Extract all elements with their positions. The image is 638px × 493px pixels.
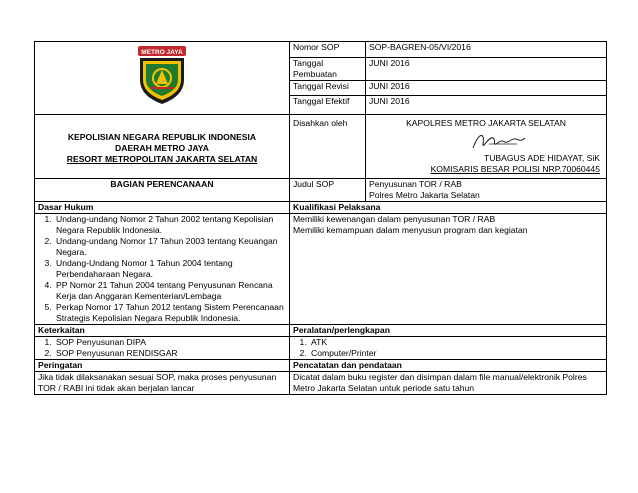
svg-text:METRO JAYA: METRO JAYA bbox=[141, 49, 183, 56]
keterkaitan-heading: Keterkaitan bbox=[35, 325, 290, 337]
unit-name: BAGIAN PERENCANAAN bbox=[35, 179, 290, 202]
meta-value-nomor: SOP-BAGREN-05/VI/2016 bbox=[366, 42, 607, 58]
signer-rank: KOMISARIS BESAR POLISI NRP.70060445 bbox=[430, 164, 600, 174]
dasar-hukum-item: 3. Undang-Undang Nomor 1 Tahun 2004 tentang Perbendaharaan Negara. bbox=[54, 258, 286, 280]
dasar-hukum-list bbox=[38, 214, 286, 324]
kualifikasi-heading: Kualifikasi Pelaksana bbox=[290, 202, 607, 214]
dasar-hukum-list-cell bbox=[35, 214, 290, 325]
sop-table bbox=[34, 41, 607, 395]
keterkaitan-item: 2. SOP Penyusunan RENDISGAR bbox=[54, 348, 286, 359]
meta-label-nomor: Nomor SOP bbox=[290, 42, 366, 58]
org-line-1: KEPOLISIAN NEGARA REPUBLIK INDONESIA bbox=[67, 132, 257, 142]
signer-name: TUBAGUS ADE HIDAYAT, SiK bbox=[483, 153, 600, 163]
peralatan-item: 1. ATK bbox=[309, 337, 603, 348]
org-line-3: RESORT METROPOLITAN JAKARTA SELATAN bbox=[66, 154, 258, 164]
peralatan-cell bbox=[290, 337, 607, 360]
keterkaitan-item: 1. SOP Penyusunan DIPA bbox=[54, 337, 286, 348]
dasar-hukum-item: 1. Undang-undang Nomor 2 Tahun 2002 tentang Kepolisian Negara Republik Indonesia. bbox=[54, 214, 286, 236]
police-emblem-icon bbox=[132, 44, 192, 106]
peringatan-text: Jika tidak dilaksanakan sesuai SOP, maka proses penyusunan TOR / RABI ini tidak akan berjalan lancar bbox=[35, 372, 290, 395]
kualifikasi-line-1: Memiliki kewenangan dalam penyusunan TOR / RAB bbox=[293, 214, 496, 224]
logo-cell bbox=[35, 42, 290, 115]
approver-title: KAPOLRES METRO JAKARTA SELATAN bbox=[406, 118, 566, 128]
dasar-hukum-item: 4. PP Nomor 21 Tahun 2004 tentang Penyusunan Rencana Kerja dan Anggaran Kementerian/Lembaga bbox=[54, 280, 286, 302]
org-line-2: DAERAH METRO JAYA bbox=[115, 143, 209, 153]
kualifikasi-line-2: Memiliki kemampuan dalam menyusun program dan kegiatan bbox=[293, 225, 528, 235]
dasar-hukum-item: 2. Undang-undang Nomor 17 Tahun 2003 tentang Keuangan Negara. bbox=[54, 236, 286, 258]
peralatan-heading: Peralatan/perlengkapan bbox=[290, 325, 607, 337]
signature-cell bbox=[366, 115, 607, 179]
judul-line-1: Penyusunan TOR / RAB bbox=[369, 179, 462, 189]
judul-line-2: Polres Metro Jakarta Selatan bbox=[369, 190, 480, 200]
meta-label-tanggal-efektif: Tanggal Efektif bbox=[290, 96, 366, 115]
meta-label-tanggal-revisi: Tanggal Revisi bbox=[290, 80, 366, 96]
meta-label-tanggal-pembuatan: Tanggal Pembuatan bbox=[290, 57, 366, 80]
judul-value bbox=[366, 179, 607, 202]
organization-cell bbox=[35, 115, 290, 179]
keterkaitan-cell bbox=[35, 337, 290, 360]
meta-value-tanggal-efektif: JUNI 2016 bbox=[366, 96, 607, 115]
dasar-hukum-item: 5. Perkap Nomor 17 Tahun 2012 tentang Sistem Perencanaan Strategis Kepolisian Negara Republik Indonesia. bbox=[54, 302, 286, 324]
handwritten-signature-icon bbox=[469, 130, 529, 152]
dasar-hukum-heading: Dasar Hukum bbox=[35, 202, 290, 214]
judul-label: Judul SOP bbox=[290, 179, 366, 202]
kualifikasi-cell bbox=[290, 214, 607, 325]
peringatan-heading: Peringatan bbox=[35, 360, 290, 372]
keterkaitan-list bbox=[38, 337, 286, 359]
meta-value-tanggal-pembuatan: JUNI 2016 bbox=[366, 57, 607, 80]
pencatatan-heading: Pencatatan dan pendataan bbox=[290, 360, 607, 372]
meta-value-tanggal-revisi: JUNI 2016 bbox=[366, 80, 607, 96]
disahkan-label: Disahkan oleh bbox=[290, 115, 366, 179]
peralatan-list bbox=[293, 337, 603, 359]
pencatatan-text: Dicatat dalam buku register dan disimpan dalam file manual/elektronik Polres Metro Jakarta Selatan untuk periode satu tahun bbox=[290, 372, 607, 395]
peralatan-item: 2. Computer/Printer bbox=[309, 348, 603, 359]
